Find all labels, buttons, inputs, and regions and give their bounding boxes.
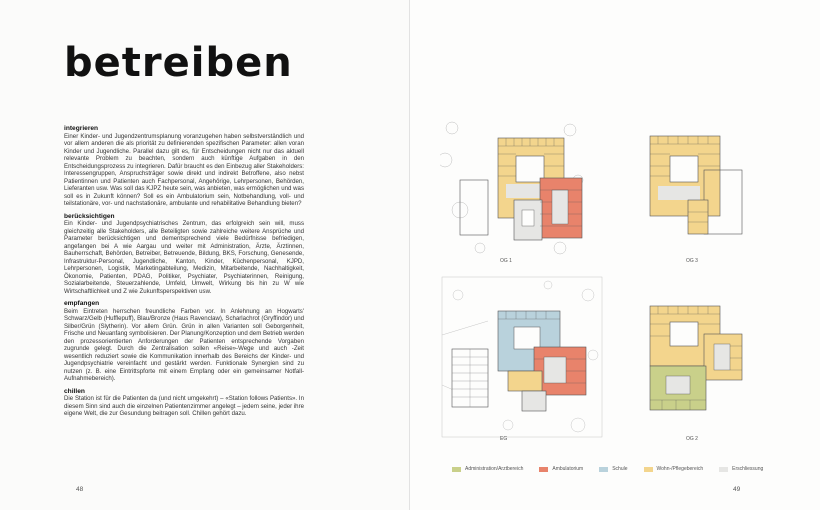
right-page (410, 0, 820, 510)
section-heading-beruecksichtigen: berücksichtigen (64, 212, 115, 220)
legend-item-ambulatorium (539, 466, 583, 472)
floor-plan-og1 (440, 120, 585, 255)
legend-label-ambulatorium: Ambulatorium (552, 466, 584, 472)
legend-label-admin: Administration/Arztbereich (465, 466, 524, 472)
legend-item-admin (452, 466, 523, 472)
section-body-chillen: Die Station ist für die Patienten da (und nicht umgekehrt) – «Station follows Patients». In diesem Sinn sind auch die einzelnen Patientenzimmer angelegt – jedem seine, jeder ihre eigene Welt, die zur Gesundung beitragen soll. Chillen gehört dazu. (64, 395, 304, 417)
page-title: betreiben (64, 40, 293, 86)
body-text (64, 125, 304, 423)
page-number-right: 49 (733, 486, 741, 493)
plan-label-og3: OG 3 (686, 258, 698, 264)
floor-plan-og2 (648, 300, 758, 420)
plan-label-eg: EG (500, 436, 508, 442)
section-heading-integrieren: integrieren (64, 125, 99, 132)
legend-swatch-erschliessung (719, 467, 728, 472)
plan-label-og1: OG 1 (500, 258, 512, 264)
page-number-left: 48 (76, 486, 84, 493)
section-body-beruecksichtigen: Ein Kinder- und Jugendpsychiatrisches Zentrum, das erfolgreich sein will, muss gleichzeitig alle Stakeholders, alle Beteiligten sowie zahlreiche weitere Ansprüche und Parameter berücksichtigen und dementsprechend viele Bedürfnisse befriedigen, angefangen bei A wie Aargau und weiter mit Administration, Ärzte, Ärztinnen, Bauherrschaft, Behörden, Betreiber, Betreuende, Bildung, BKS, Forschung, Genesende, Infrastruktur-Personal, Jugendliche, Kanton, Kinder, Küchenpersonal, KJPD, Lehrpersonen, Logistik, Marketingabteilung, Medizin, Mitarbeitende, Nachhaltigkeit, Ökonomie, Patienten, PDAG, Politiker, Psychiater, Psychiaterinnen, Reinigung, Sozialarbeitende, Steuerzahlende, Umfeld, Umwelt, Wirkung bis hin zu W wie Wirtschaftlichkeit und Z wie Zukunftsperspektiven usw. (64, 220, 304, 295)
legend-swatch-admin (452, 467, 461, 472)
legend-item-schule (599, 466, 627, 472)
legend-swatch-schule (599, 467, 608, 472)
legend-swatch-wohn (644, 467, 653, 472)
floor-plan-eg (438, 275, 608, 445)
section-body-integrieren: Einer Kinder- und Jugendzentrumsplanung voranzugehen haben selbstverständlich und vor allem anderen die als priorität zu definierenden spezifischen Parameter: allen voran Kinder und Jugendliche. Parallel dazu gilt es, für Entscheidungen nicht nur das aktuell relevante Problem zu beachten, sondern auch künftige Aufgaben in den Entscheidungsprozess zu integrieren. Dafür braucht es den Einbezug aller Stakeholders: Interessengruppen, Anspruchsträger sowie direkt und indirekt Betroffene, also nebst Patientinnen und Patienten auch Fachpersonal, Angehörige, Lehrpersonen, Behörden, Lieferanten usw. Was soll das KJPZ heute sein, was anbieten, was ermöglichen und was soll es in Zukunft können? Soll es ein Ambulatorium sein, Notbehandlung, voll- und teilstationäre, vor- und nachstationäre, ambulante und rehabilitative Behandlung bieten? (64, 132, 304, 207)
color-legend (452, 466, 763, 472)
legend-label-schule: Schule (612, 466, 628, 472)
legend-label-erschliessung: Erschliessung (732, 466, 764, 472)
legend-item-erschliessung (719, 466, 763, 472)
floor-plan-og3 (648, 130, 758, 240)
section-body-empfangen: Beim Eintreten herrschen freundliche Farben vor. In Anlehnung an Hogwarts' Schwarz/Gelb (Hufflepuff), Blau/Bronze (Haus Ravenclaw), Scharlachrot (Gryffindor) und Silber/Grün (Slytherin). Vor allem Grün. Grün in allen Varianten soll Geborgenheit, Frische und Neuanfang symbolisieren. Der Planung/Konzeption und dem Betrieb werden den prozessorientierten Anforderungen der Patienten entsprechende Vorgaben zugrunde gelegt. Durch die Zentralisation sollen «Reise»-Wege und auch -Zeit wesentlich reduziert sowie die Kommunikation innerhalb des Bereichs der Kinder- und Jugendpsychiatrie vereinfacht und gestärkt werden. Funktionale Synergien sind zu nutzen (z. B. eine Eintrittspforte mit einem Empfang oder ein gemeinsamer Notfall-Aufnahmebereich). (64, 307, 304, 382)
legend-swatch-ambulatorium (539, 467, 548, 472)
legend-label-wohn: Wohn-/Pflegebereich (656, 466, 704, 472)
section-heading-empfangen: empfangen (64, 300, 100, 307)
section-heading-chillen: chillen (64, 387, 85, 395)
plan-label-og2: OG 2 (686, 436, 698, 442)
legend-item-wohn (644, 466, 704, 472)
